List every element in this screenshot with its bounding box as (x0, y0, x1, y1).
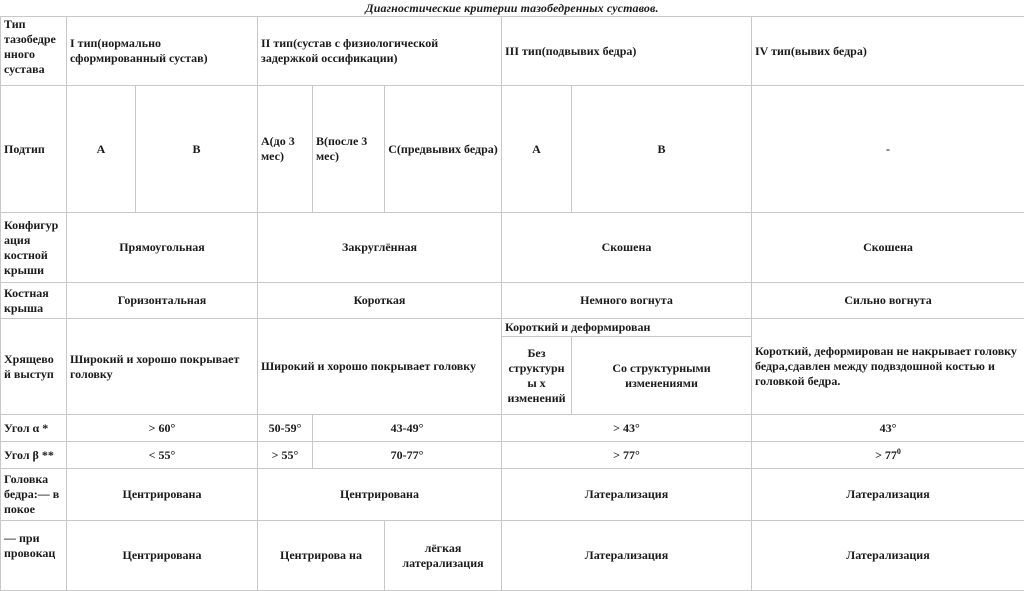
alpha-row (1, 415, 1024, 442)
config-t3-cell: Скошена (502, 213, 752, 283)
beta-label-cell: Угол β ** (1, 442, 67, 469)
roof-row (1, 283, 1024, 319)
rest-t2-cell: Центрирована (258, 469, 502, 521)
config-t2-cell: Закруглённая (258, 213, 502, 283)
labrum-t3b-cell: Со структурными изменениями (572, 337, 752, 415)
rest-t4-cell: Латерализация (752, 469, 1024, 521)
beta-t3-cell: > 77° (502, 442, 752, 469)
provoc-t2a-cell: Центрирова на (258, 521, 385, 591)
roof-t2-cell: Короткая (258, 283, 502, 319)
beta-t4-cell (752, 442, 1024, 469)
roof-t4-cell: Сильно вогнута (752, 283, 1024, 319)
alpha-t1-cell: > 60° (67, 415, 258, 442)
provoc-t4-cell: Латерализация (752, 521, 1024, 591)
rest-row (1, 469, 1024, 521)
header-type3-cell: III тип(подвывих бедра) (502, 17, 752, 86)
labrum-t3-head-cell: Короткий и деформирован (502, 319, 752, 337)
beta-row (1, 442, 1024, 469)
alpha-t2bc-cell: 43-49° (313, 415, 502, 442)
beta-t1-cell: < 55° (67, 442, 258, 469)
header-type2-cell: II тип(сустав с физиологической задержкой оссификации) (258, 17, 502, 86)
alpha-label-cell: Угол α * (1, 415, 67, 442)
beta-t2bc-cell: 70-77° (313, 442, 502, 469)
subtype-t2b-cell: B(после 3 мес) (313, 86, 385, 213)
rest-label-cell: Головка бедра:— в покое (1, 469, 67, 521)
hip-criteria-table (0, 16, 1024, 591)
beta-t4-value: > 77 (875, 448, 897, 462)
labrum-t1-cell: Широкий и хорошо покрывает головку (67, 319, 258, 415)
subtype-t3b-cell: B (572, 86, 752, 213)
subtype-t3a-cell: A (502, 86, 572, 213)
provoc-t2bc-cell: лёгкая латерализация (385, 521, 502, 591)
provoc-label-text: — при провокац (4, 521, 63, 561)
rest-t3-cell: Латерализация (502, 469, 752, 521)
labrum-label-cell: Хрящево й выступ (1, 319, 67, 415)
alpha-t3-cell: > 43° (502, 415, 752, 442)
provoc-t1-cell: Центрирована (67, 521, 258, 591)
labrum-t4-cell: Короткий, деформирован не накрывает головку бедра,сдавлен между подвздошной костью и головкой бедра. (752, 319, 1024, 415)
labrum-t3a-cell: Без структурны х изменений (502, 337, 572, 415)
config-row (1, 213, 1024, 283)
labrum-row (1, 319, 1024, 337)
alpha-t2a-cell: 50-59° (258, 415, 313, 442)
subtype-t2c-cell: C(предвывих бедра) (385, 86, 502, 213)
header-type4-cell: IV тип(вывих бедра) (752, 17, 1024, 86)
labrum-t2-cell: Широкий и хорошо покрывает головку (258, 319, 502, 415)
config-t4-cell: Скошена (752, 213, 1024, 283)
header-row (1, 17, 1024, 86)
config-t1-cell: Прямоугольная (67, 213, 258, 283)
subtype-t4-cell: - (752, 86, 1024, 213)
subtype-t1b-cell: B (136, 86, 258, 213)
subtype-row (1, 86, 1024, 213)
roof-t1-cell: Горизонтальная (67, 283, 258, 319)
header-corner-cell: Тип тазобедре нного сустава (1, 17, 67, 86)
provoc-label-cell (1, 521, 67, 591)
alpha-t4-cell: 43° (752, 415, 1024, 442)
beta-t4-superscript: 0 (897, 447, 901, 456)
subtype-label-cell: Подтип (1, 86, 67, 213)
subtype-t1a-cell: A (67, 86, 136, 213)
beta-t2a-cell: > 55° (258, 442, 313, 469)
config-label-cell: Конфигур ация костной крыши (1, 213, 67, 283)
subtype-t2a-cell: A(до 3 мес) (258, 86, 313, 213)
header-type1-cell: I тип(нормально сформированный сустав) (67, 17, 258, 86)
roof-t3-cell: Немного вогнута (502, 283, 752, 319)
document-title: Диагностические критерии тазобедренных суставов. (0, 0, 1024, 16)
rest-t1-cell: Центрирована (67, 469, 258, 521)
roof-label-cell: Костная крыша (1, 283, 67, 319)
provocation-row (1, 521, 1024, 591)
provoc-t3-cell: Латерализация (502, 521, 752, 591)
